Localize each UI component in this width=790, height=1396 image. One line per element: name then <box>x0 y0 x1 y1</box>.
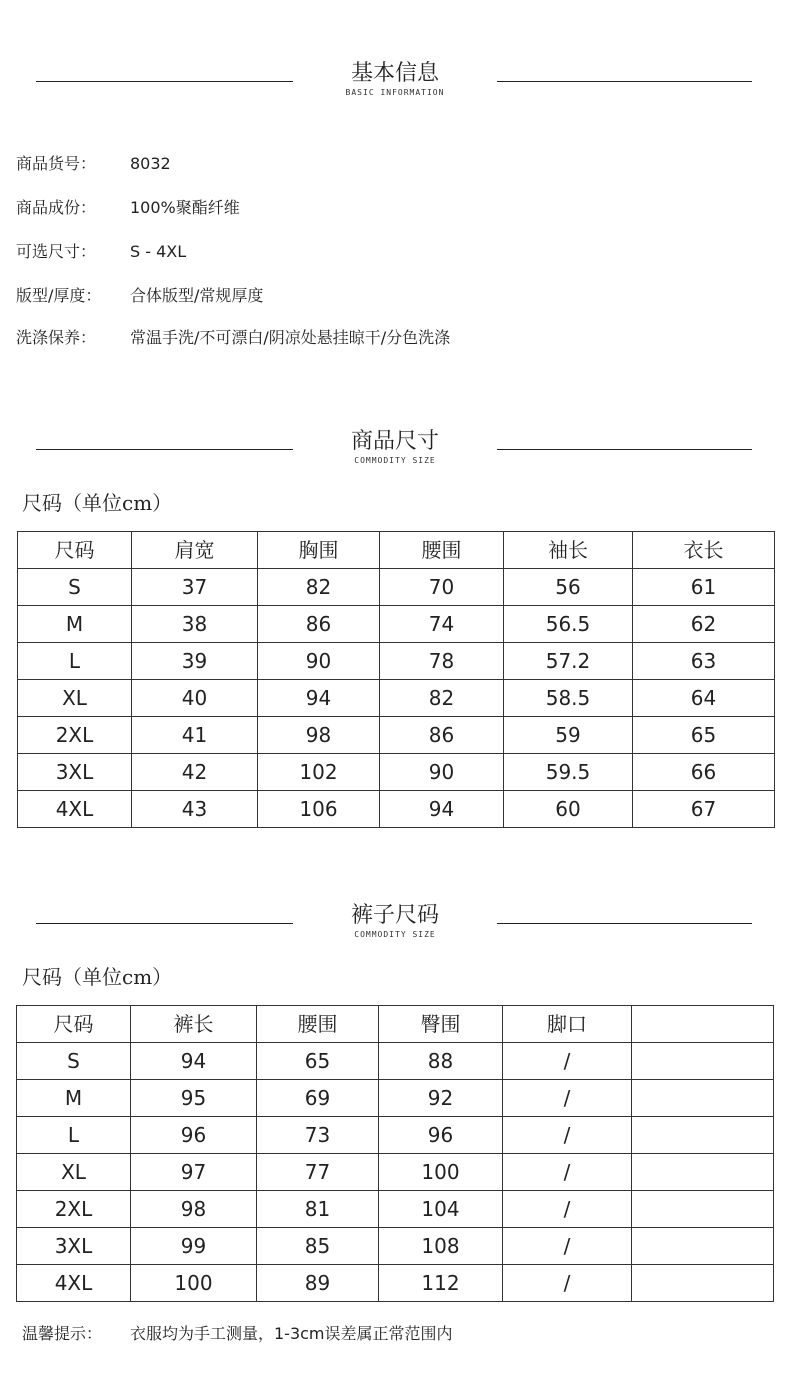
header-cell: 肩宽 <box>132 532 258 569</box>
table-cell: 82 <box>258 569 380 606</box>
table-cell: 65 <box>257 1043 379 1080</box>
table-cell: 59.5 <box>504 754 633 791</box>
table-cell <box>632 1080 774 1117</box>
table-cell: 4XL <box>18 791 132 828</box>
section-subtitle: COMMODITY SIZE <box>354 456 436 465</box>
table-cell: XL <box>17 1154 131 1191</box>
table-cell: 61 <box>633 569 775 606</box>
table-cell: / <box>503 1117 632 1154</box>
info-label: 版型/厚度： <box>16 286 102 305</box>
table-cell: 90 <box>380 754 504 791</box>
table-cell: 2XL <box>18 717 132 754</box>
table-cell: 69 <box>257 1080 379 1117</box>
table-cell: 98 <box>258 717 380 754</box>
table-row <box>18 754 775 791</box>
table-cell: 57.2 <box>504 643 633 680</box>
header-cell: 腰围 <box>380 532 504 569</box>
table-cell: 70 <box>380 569 504 606</box>
table-cell: 99 <box>131 1228 257 1265</box>
pants-size-table <box>16 1005 774 1302</box>
table-cell: 81 <box>257 1191 379 1228</box>
table-cell: 2XL <box>17 1191 131 1228</box>
table-cell: 56 <box>504 569 633 606</box>
table-cell: 78 <box>380 643 504 680</box>
table-cell: 65 <box>633 717 775 754</box>
table-row <box>17 1043 774 1080</box>
table-row <box>17 1265 774 1302</box>
table-cell: 95 <box>131 1080 257 1117</box>
section-subtitle: BASIC INFORMATION <box>345 88 445 97</box>
table-cell: 82 <box>380 680 504 717</box>
basic-info-header <box>0 61 790 118</box>
table-cell: 94 <box>258 680 380 717</box>
table-cell: 106 <box>258 791 380 828</box>
header-cell: 裤长 <box>131 1006 257 1043</box>
table-cell: 40 <box>132 680 258 717</box>
table-cell: / <box>503 1043 632 1080</box>
table-cell: 37 <box>132 569 258 606</box>
table-cell: 60 <box>504 791 633 828</box>
table-cell: / <box>503 1265 632 1302</box>
divider-line <box>497 81 752 82</box>
section-title: 商品尺寸 <box>350 429 439 454</box>
table-cell: 66 <box>633 754 775 791</box>
table-cell: 102 <box>258 754 380 791</box>
table-cell <box>632 1117 774 1154</box>
table-cell: 41 <box>132 717 258 754</box>
divider-line <box>36 923 293 924</box>
table-cell <box>632 1154 774 1191</box>
table-cell: 64 <box>633 680 775 717</box>
table-cell: 94 <box>380 791 504 828</box>
note-label: 温馨提示： <box>22 1324 103 1343</box>
info-label: 商品成份： <box>16 198 97 217</box>
table-cell: 85 <box>257 1228 379 1265</box>
table-cell: L <box>18 643 132 680</box>
header-cell: 衣长 <box>633 532 775 569</box>
table-cell: S <box>18 569 132 606</box>
pants-size-header <box>0 903 790 960</box>
unit-label: 尺码（单位cm） <box>22 965 173 989</box>
table-cell: M <box>17 1080 131 1117</box>
table-cell: 67 <box>633 791 775 828</box>
table-row <box>18 606 775 643</box>
header-cell: 胸围 <box>258 532 380 569</box>
table-cell: S <box>17 1043 131 1080</box>
table-cell: 58.5 <box>504 680 633 717</box>
table-cell: 97 <box>131 1154 257 1191</box>
header-cell: 尺码 <box>17 1006 131 1043</box>
table-cell: 56.5 <box>504 606 633 643</box>
table-cell: 88 <box>379 1043 503 1080</box>
table-cell: 74 <box>380 606 504 643</box>
table-row <box>17 1117 774 1154</box>
header-cell <box>632 1006 774 1043</box>
note-text: 衣服均为手工测量，1-3cm误差属正常范围内 <box>130 1324 453 1343</box>
table-row <box>18 791 775 828</box>
table-row <box>18 680 775 717</box>
section-title: 裤子尺码 <box>350 903 439 928</box>
table-cell: 39 <box>132 643 258 680</box>
header-cell: 腰围 <box>257 1006 379 1043</box>
info-label: 洗涤保养： <box>16 328 97 347</box>
info-value: 合体版型/常规厚度 <box>130 286 264 305</box>
table-cell <box>632 1265 774 1302</box>
unit-label: 尺码（单位cm） <box>22 491 173 515</box>
table-row <box>17 1191 774 1228</box>
table-cell <box>632 1043 774 1080</box>
table-cell: / <box>503 1191 632 1228</box>
table-cell: 89 <box>257 1265 379 1302</box>
header-cell: 袖长 <box>504 532 633 569</box>
table-row <box>17 1154 774 1191</box>
divider-line <box>497 923 752 924</box>
divider-line <box>36 449 293 450</box>
divider-line <box>36 81 293 82</box>
table-cell: 63 <box>633 643 775 680</box>
table-cell: 4XL <box>17 1265 131 1302</box>
table-cell: 112 <box>379 1265 503 1302</box>
table-cell: 38 <box>132 606 258 643</box>
table-cell: 77 <box>257 1154 379 1191</box>
top-size-table <box>17 531 775 828</box>
info-label: 商品货号： <box>16 154 97 173</box>
table-cell: 92 <box>379 1080 503 1117</box>
table-cell: L <box>17 1117 131 1154</box>
table-cell: 3XL <box>18 754 132 791</box>
table-cell: 100 <box>131 1265 257 1302</box>
table-cell: / <box>503 1080 632 1117</box>
table-cell: 42 <box>132 754 258 791</box>
section-subtitle: COMMODITY SIZE <box>354 930 436 939</box>
table-row <box>17 1080 774 1117</box>
table-cell: 43 <box>132 791 258 828</box>
header-cell: 脚口 <box>503 1006 632 1043</box>
divider-line <box>497 449 752 450</box>
table-cell: 86 <box>258 606 380 643</box>
table-cell: 96 <box>131 1117 257 1154</box>
table-cell: 100 <box>379 1154 503 1191</box>
info-label: 可选尺寸： <box>16 242 97 261</box>
table-cell: / <box>503 1154 632 1191</box>
table-cell: 3XL <box>17 1228 131 1265</box>
table-cell <box>632 1191 774 1228</box>
header-cell: 臀围 <box>379 1006 503 1043</box>
table-cell: 96 <box>379 1117 503 1154</box>
table-cell: 104 <box>379 1191 503 1228</box>
table-row <box>17 1228 774 1265</box>
table-cell: 73 <box>257 1117 379 1154</box>
table-cell: 94 <box>131 1043 257 1080</box>
info-value: S - 4XL <box>130 242 187 261</box>
table-cell: M <box>18 606 132 643</box>
table-row <box>18 569 775 606</box>
info-value: 100%聚酯纤维 <box>130 198 240 217</box>
table-cell: 86 <box>380 717 504 754</box>
table-cell: 98 <box>131 1191 257 1228</box>
header-cell: 尺码 <box>18 532 132 569</box>
top-size-header <box>0 429 790 486</box>
table-cell: 59 <box>504 717 633 754</box>
section-title: 基本信息 <box>350 61 439 86</box>
table-cell <box>632 1228 774 1265</box>
table-cell: 90 <box>258 643 380 680</box>
table-cell: XL <box>18 680 132 717</box>
table-cell: 108 <box>379 1228 503 1265</box>
info-value: 常温手洗/不可漂白/阴凉处悬挂晾干/分色洗涤 <box>130 328 451 347</box>
table-row <box>18 717 775 754</box>
table-row <box>18 643 775 680</box>
table-header-row <box>18 532 775 569</box>
info-value: 8032 <box>130 154 171 173</box>
table-cell: 62 <box>633 606 775 643</box>
measurement-note <box>22 1322 453 1346</box>
table-header-row <box>17 1006 774 1043</box>
table-cell: / <box>503 1228 632 1265</box>
